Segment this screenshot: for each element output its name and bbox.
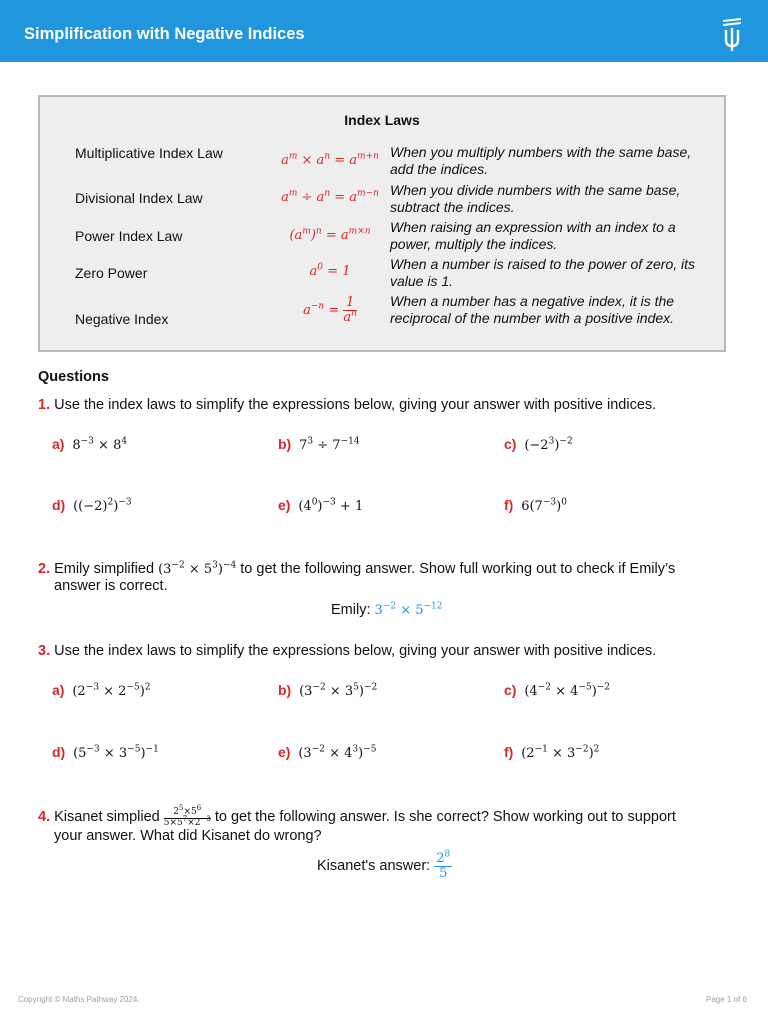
q1-part-f: f) $6(7^{-3})^0$ (504, 497, 567, 514)
maths-pathway-logo-icon (720, 18, 744, 52)
page-title: Simplification with Negative Indices (24, 25, 305, 43)
page-header (0, 0, 768, 62)
law-name-power: Power Index Law (75, 228, 183, 244)
answer-label: Kisanet's answer: (317, 858, 431, 875)
questions-title: Questions (38, 369, 109, 385)
part-label: f) (504, 744, 514, 760)
law-formula-multiplicative: $a^m \times a^n = a^{m+n}$ (281, 151, 379, 168)
law-formula-zero: $a^0 = 1$ (309, 262, 351, 279)
law-formula-power: $(a^m)^n = a^{m\times n}$ (289, 226, 371, 243)
law-formula-negative: $a^{-n}$ = $\frac{1}{a^n}$ (303, 295, 357, 325)
answer-label: Emily: (331, 602, 371, 618)
law-desc-divisional: When you divide numbers with the same base, subtract the indices. (390, 182, 681, 215)
question-text: to get the following answer. Show full working out to check if Emily’s (240, 561, 676, 577)
q3-part-b: b) $(3^{-2} \times 3^5)^{-2}$ (278, 682, 378, 699)
question-text: Use the index laws to simplify the expressions below, giving your answer with positive indices. (54, 643, 657, 659)
q3-part-c: c) $(4^{-2} \times 4^{-5})^{-2}$ (504, 682, 611, 699)
part-label: c) (504, 436, 517, 452)
question-number: 4. (38, 808, 51, 825)
q1-part-a: a) $8^{-3} \times 8^4$ (52, 436, 128, 453)
law-name-multiplicative: Multiplicative Index Law (75, 145, 223, 161)
law-name-divisional: Divisional Index Law (75, 190, 203, 206)
index-laws-box (38, 95, 726, 352)
index-laws-title: Index Laws (344, 112, 420, 128)
question-2: 2. Emily simplified $(3^{-2} \times 5^3)^{-4}$ to get the following answer. Show full working out to check if Emily’s answer is correct. (38, 561, 728, 595)
q3-part-e: e) $(3^{-2} \times 4^3)^{-5}$ (278, 744, 377, 761)
part-label: b) (278, 682, 292, 698)
question-1 (38, 397, 728, 414)
law-desc-power: When raising an expression with an index to a power, multiply the indices. (390, 219, 676, 252)
part-label: c) (504, 682, 517, 698)
question-3 (38, 643, 728, 660)
q3-part-f: f) $(2^{-1} \times 3^{-2})^2$ (504, 744, 600, 761)
question-number: 3. (38, 643, 51, 659)
q1-part-e: e) $(4^0)^{-3} + 1$ (278, 497, 364, 514)
part-label: a) (52, 436, 65, 452)
q1-part-b: b) $7^3 \div 7^{-14}$ (278, 436, 360, 453)
q1-part-d: d) $((-2)^2)^{-3}$ (52, 497, 132, 514)
part-label: b) (278, 436, 292, 452)
part-label: d) (52, 497, 66, 513)
law-desc-negative: When a number has a negative index, it is the reciprocal of the number with a positive index. (390, 293, 675, 326)
question-text-line2: answer is correct. (54, 578, 168, 594)
question-4: 4. Kisanet simplied $\frac{2^5\times 5^6}{5\times 5^7\times 2^{-3}}$ to get the following answer. Is she correct? Show working out to support your answer. What did Kisanet do wrong? (38, 808, 728, 845)
part-label: f) (504, 497, 514, 513)
law-desc-zero: When a number is raised to the power of zero, its value is 1. (390, 256, 696, 289)
q1-part-c: c) $(-2^3)^{-2}$ (504, 436, 573, 453)
question-text: Emily simplified (54, 561, 155, 577)
law-name-zero: Zero Power (75, 265, 148, 281)
part-label: d) (52, 744, 66, 760)
law-formula-divisional: $a^m \div a^n = a^{m-n}$ (281, 188, 379, 205)
question-text: Kisanet simplied (54, 808, 160, 825)
law-name-negative: Negative Index (75, 311, 169, 327)
question-number: 1. (38, 397, 51, 413)
question-text: Use the index laws to simplify the expressions below, giving your answer with positive indices. (54, 397, 657, 413)
q3-part-a: a) $(2^{-3} \times 2^{-5})^2$ (52, 682, 151, 699)
emily-answer: Emily: $3^{-2} \times 5^{-12}$ (331, 601, 443, 618)
question-number: 2. (38, 561, 51, 577)
footer-copyright: Copyright © Maths Pathway 2024. (18, 995, 140, 1004)
part-label: e) (278, 497, 291, 513)
part-label: e) (278, 744, 291, 760)
q3-part-d: d) $(5^{-3} \times 3^{-5})^{-1}$ (52, 744, 159, 761)
kisanet-answer: Kisanet's answer: $\frac{2^8}{5}$ (317, 849, 451, 881)
question-text: to get the following answer. Is she correct? Show working out to support (214, 808, 676, 825)
footer-page-number: Page 1 of 6 (706, 995, 747, 1004)
question-text-line2: your answer. What did Kisanet do wrong? (54, 828, 322, 845)
part-label: a) (52, 682, 65, 698)
law-desc-multiplicative: When you multiply numbers with the same base, add the indices. (390, 144, 692, 177)
